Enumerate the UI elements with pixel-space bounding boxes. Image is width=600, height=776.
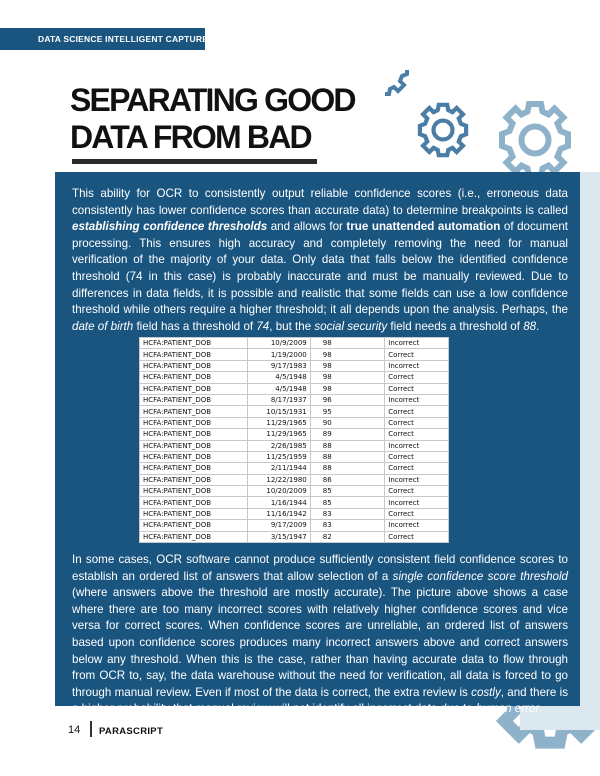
- emphasis-costly: costly: [471, 685, 501, 699]
- field-cell: HCFA:PATIENT_DOB: [140, 338, 248, 349]
- score-cell: 88: [310, 463, 385, 474]
- text-run: , and there is a higher probability that manual review will not identify all incorrect data due to: [72, 685, 568, 716]
- result-cell: Incorrect: [385, 520, 449, 531]
- text-run: In some cases, OCR software cannot produce sufficiently consistent field confidence scores to establish an ordered list of answers that allow selection of a: [72, 553, 568, 583]
- result-cell: Incorrect: [385, 497, 449, 508]
- text-run: , but the: [269, 319, 315, 333]
- page-number: 14: [68, 724, 81, 736]
- field-cell: HCFA:PATIENT_DOB: [140, 429, 248, 440]
- emphasis-ssn: social security: [314, 319, 388, 333]
- result-cell: Correct: [385, 463, 449, 474]
- result-cell: Correct: [385, 451, 449, 462]
- footer-divider: [90, 721, 92, 737]
- emphasis-dob: date of birth: [72, 319, 134, 333]
- body-paragraph: [72, 552, 568, 718]
- result-cell: Correct: [385, 406, 449, 417]
- field-cell: HCFA:PATIENT_DOB: [140, 520, 248, 531]
- result-cell: Incorrect: [385, 360, 449, 371]
- score-cell: 98: [310, 383, 385, 394]
- date-cell: 10/9/2009: [247, 338, 310, 349]
- result-cell: Correct: [385, 349, 449, 360]
- date-cell: 3/15/1947: [247, 531, 310, 542]
- score-cell: 89: [310, 429, 385, 440]
- date-cell: 1/19/2000: [247, 349, 310, 360]
- field-cell: HCFA:PATIENT_DOB: [140, 406, 248, 417]
- date-cell: 10/15/1931: [247, 406, 310, 417]
- date-cell: 9/17/2009: [247, 520, 310, 531]
- intro-paragraph: [72, 186, 568, 335]
- text-run: .: [539, 702, 543, 716]
- result-cell: Correct: [385, 508, 449, 519]
- table-row: [140, 497, 449, 508]
- score-cell: 88: [310, 440, 385, 451]
- result-cell: Correct: [385, 429, 449, 440]
- emphasis-single-threshold: single confidence score threshold: [392, 569, 568, 583]
- score-cell: 86: [310, 474, 385, 485]
- result-cell: Incorrect: [385, 338, 449, 349]
- title-line-2: DATA FROM BAD: [70, 119, 311, 155]
- field-cell: HCFA:PATIENT_DOB: [140, 440, 248, 451]
- field-cell: HCFA:PATIENT_DOB: [140, 497, 248, 508]
- score-cell: 98: [310, 360, 385, 371]
- score-cell: 95: [310, 406, 385, 417]
- result-cell: Incorrect: [385, 394, 449, 405]
- emphasis-88: 88: [523, 319, 537, 333]
- table-row: [140, 372, 449, 383]
- table-row: [140, 531, 449, 542]
- score-cell: 88: [310, 451, 385, 462]
- text-run: and allows for: [267, 220, 347, 234]
- emphasis-74: 74: [256, 319, 270, 333]
- score-cell: 98: [310, 338, 385, 349]
- field-cell: HCFA:PATIENT_DOB: [140, 463, 248, 474]
- field-cell: HCFA:PATIENT_DOB: [140, 360, 248, 371]
- date-cell: 11/29/1965: [247, 417, 310, 428]
- field-cell: HCFA:PATIENT_DOB: [140, 451, 248, 462]
- text-run: field has a threshold of: [133, 319, 257, 333]
- date-cell: 10/20/2009: [247, 486, 310, 497]
- header-band: [0, 28, 209, 50]
- header-label: DATA SCIENCE INTELLIGENT CAPTURE: [38, 34, 209, 44]
- emphasis-human-error: human error: [476, 702, 540, 716]
- score-cell: 98: [310, 349, 385, 360]
- date-cell: 9/17/1983: [247, 360, 310, 371]
- score-cell: 85: [310, 497, 385, 508]
- confidence-table: [139, 337, 449, 543]
- field-cell: HCFA:PATIENT_DOB: [140, 372, 248, 383]
- table-row: [140, 474, 449, 485]
- emphasis-automation: true unattended automation: [346, 220, 501, 234]
- date-cell: 2/26/1985: [247, 440, 310, 451]
- text-run: .: [536, 319, 540, 333]
- table-row: [140, 406, 449, 417]
- table-row: [140, 338, 449, 349]
- table-row: [140, 486, 449, 497]
- score-cell: 96: [310, 394, 385, 405]
- date-cell: 4/5/1948: [247, 383, 310, 394]
- score-cell: 85: [310, 486, 385, 497]
- field-cell: HCFA:PATIENT_DOB: [140, 349, 248, 360]
- date-cell: 2/11/1944: [247, 463, 310, 474]
- text-run: field needs a threshold of: [387, 319, 524, 333]
- page-title: [70, 82, 355, 156]
- score-cell: 90: [310, 417, 385, 428]
- table-row: [140, 383, 449, 394]
- title-underline: [72, 159, 317, 164]
- result-cell: Correct: [385, 486, 449, 497]
- field-cell: HCFA:PATIENT_DOB: [140, 417, 248, 428]
- field-cell: HCFA:PATIENT_DOB: [140, 486, 248, 497]
- date-cell: 11/29/1965: [247, 429, 310, 440]
- table-row: [140, 440, 449, 451]
- date-cell: 1/16/1944: [247, 497, 310, 508]
- confidence-table-figure: [139, 337, 449, 543]
- field-cell: HCFA:PATIENT_DOB: [140, 394, 248, 405]
- table-row: [140, 520, 449, 531]
- text-run: (where answers above the threshold are mostly accurate). The picture above shows a case where there are too many incorrect scores with relatively higher confidence scores and vice versa for correct scores. When confidence scores are unreliable, an ordered list of answers based upon confidence scores produces many incorrect answers above and correct answers below any threshold. When this is the case, rather than having accurate data to flow through from OCR to, say, the data warehouse without the need for verification, all data is forced to go through manual review. Even if most of the data is correct, the extra review is: [72, 586, 568, 699]
- date-cell: 8/17/1937: [247, 394, 310, 405]
- score-cell: 98: [310, 372, 385, 383]
- title-line-1: SEPARATING GOOD: [70, 82, 355, 118]
- table-row: [140, 429, 449, 440]
- text-run: of document processing. This ensures high accuracy and completely removing the need for manual verification of the majority of your data. Only data that falls below the identified confidence threshold (74 in this case) is probably inaccurate and must be manually reviewed. Due to differences in data fields, it is possible and realistic that some fields can use a low confidence threshold while others require a higher threshold; it all depends upon the analysis. Perhaps, the: [72, 220, 568, 317]
- table-row: [140, 417, 449, 428]
- footer-brand: PARASCRIPT: [99, 726, 164, 737]
- result-cell: Correct: [385, 531, 449, 542]
- text-run: This ability for OCR to consistently output reliable confidence scores (i.e., erroneous data consistently has lower confidence scores than accurate data) to determine breakpoints is called: [72, 187, 568, 217]
- result-cell: Incorrect: [385, 474, 449, 485]
- result-cell: Incorrect: [385, 440, 449, 451]
- field-cell: HCFA:PATIENT_DOB: [140, 383, 248, 394]
- date-cell: 12/22/1980: [247, 474, 310, 485]
- result-cell: Correct: [385, 417, 449, 428]
- score-cell: 83: [310, 520, 385, 531]
- date-cell: 11/16/1942: [247, 508, 310, 519]
- table-row: [140, 451, 449, 462]
- date-cell: 11/25/1959: [247, 451, 310, 462]
- field-cell: HCFA:PATIENT_DOB: [140, 508, 248, 519]
- emphasis-thresholds: establishing confidence thresholds: [72, 220, 268, 234]
- result-cell: Correct: [385, 372, 449, 383]
- field-cell: HCFA:PATIENT_DOB: [140, 474, 248, 485]
- table-row: [140, 508, 449, 519]
- table-row: [140, 360, 449, 371]
- result-cell: Correct: [385, 383, 449, 394]
- score-cell: 83: [310, 508, 385, 519]
- field-cell: HCFA:PATIENT_DOB: [140, 531, 248, 542]
- score-cell: 82: [310, 531, 385, 542]
- date-cell: 4/5/1948: [247, 372, 310, 383]
- table-row: [140, 349, 449, 360]
- table-row: [140, 394, 449, 405]
- table-row: [140, 463, 449, 474]
